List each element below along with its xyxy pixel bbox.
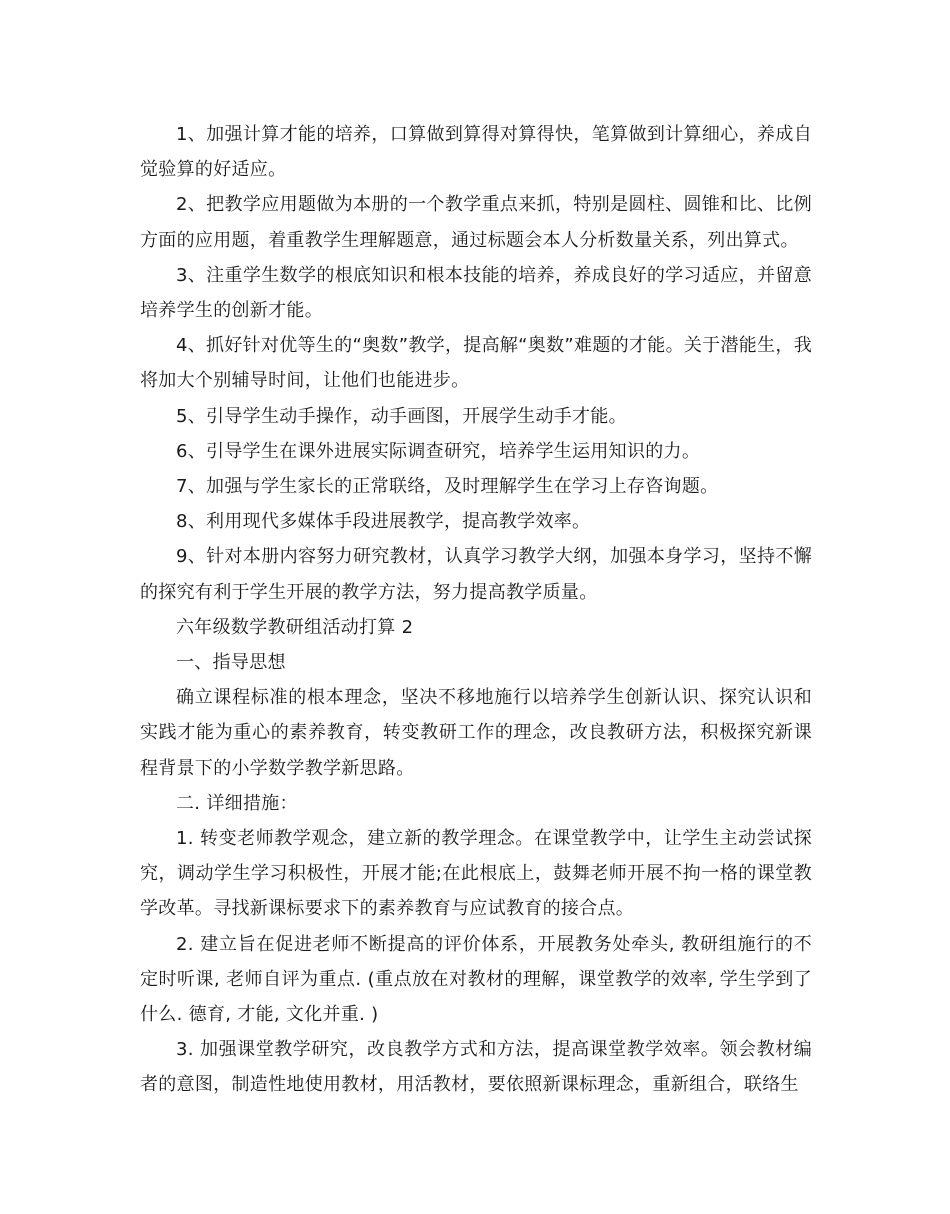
section-title: 六年级数学教研组活动打算 2 bbox=[176, 616, 414, 638]
paragraph-item-3: 3、注重学生数学的根底知识和根本技能的培养，养成良好的学习适应，并留意培养学生的创新才能。 bbox=[140, 264, 812, 322]
measure-item-1: 1. 转变老师教学观念，建立新的教学理念。在课堂教学中，让学生主动尝试探究，调动学生学习积极性，开展才能;在此根底上，鼓舞老师开展不拘一格的课堂教学改革。寻找新课标要求下的素养教育与应试教育的接合点。 bbox=[140, 828, 812, 920]
heading-measures: 二. 详细措施： bbox=[176, 792, 298, 814]
paragraph-item-7: 7、加强与学生家长的正常联络，及时理解学生在学习上存咨询题。 bbox=[176, 476, 719, 498]
heading-guiding-ideology: 一、指导思想 bbox=[176, 652, 286, 674]
document-body bbox=[140, 117, 812, 1103]
paragraph-item-4: 4、抓好针对优等生的“奥数”教学，提高解“奥数”难题的才能。关于潜能生，我将加大个别辅导时间，让他们也能进步。 bbox=[140, 335, 812, 392]
paragraph-item-2: 2、把教学应用题做为本册的一个教学重点来抓，特别是圆柱、圆锥和比、比例方面的应用题，着重教学生理解题意，通过标题会本人分析数量关系，列出算式。 bbox=[140, 194, 812, 251]
paragraph-item-1: 1、加强计算才能的培养，口算做到算得对算得快，笔算做到计算细心，养成自觉验算的好适应。 bbox=[140, 124, 812, 181]
measure-item-3: 3. 加强课堂教学研究，改良教学方式和方法，提高课堂教学效率。领会教材编者的意图，制造性地使用教材，用活教材，要依照新课标理念，重新组合，联络生 bbox=[140, 1039, 812, 1096]
paragraph-item-9: 9、针对本册内容努力研究教材，认真学习教学大纲，加强本身学习，坚持不懈的探究有利于学生开展的教学方法，努力提高教学质量。 bbox=[140, 546, 812, 603]
paragraph-guiding-ideology: 确立课程标准的根本理念，坚决不移地施行以培养学生创新认识、探究认识和实践才能为重心的素养教育，转变教研工作的理念，改良教研方法，积极探究新课程背景下的小学数学教学新思路。 bbox=[140, 687, 812, 779]
paragraph-item-8: 8、利用现代多媒体手段进展教学，提高教学效率。 bbox=[176, 511, 591, 533]
paragraph-item-5: 5、引导学生动手操作，动手画图，开展学生动手才能。 bbox=[176, 405, 627, 427]
measure-item-2: 2. 建立旨在促进老师不断提高的评价体系，开展教务处牵头, 教研组施行的不定时听课, 老师自评为重点. (重点放在对教材的理解，课堂教学的效率, 学生学到了什么. 德育, 才能, 文化并重. ) bbox=[140, 933, 812, 1026]
paragraph-item-6: 6、引导学生在课外进展实际调查研究，培养学生运用知识的力。 bbox=[176, 440, 701, 462]
